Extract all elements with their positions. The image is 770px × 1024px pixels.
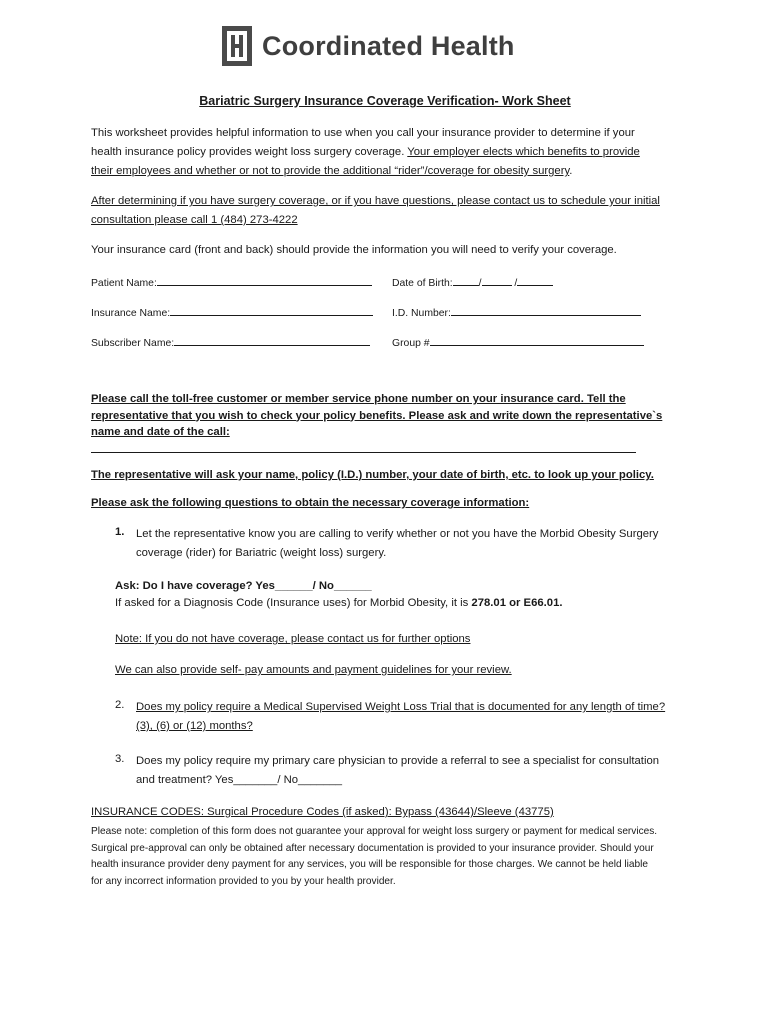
question-2-text [136,698,696,736]
disclaimer [91,824,691,890]
logo-text: Coordinated Health [262,30,515,61]
intro-line-1: This worksheet provides helpful information to use when you call your insurance provider to determine if your [91,127,635,139]
patient-name-label: Patient Name: [91,278,157,289]
question-2-line-2: (3), (6) or (12) months? [136,720,253,732]
questions-heading: Please ask the following questions to obtain the necessary coverage information: [91,497,530,509]
intro-line-3-end: . [569,165,573,177]
date-of-birth-label: Date of Birth: [392,278,453,289]
insurance-codes: INSURANCE CODES: Surgical Procedure Codes (if asked): Bypass (43644)/Sleeve (43775) [91,806,554,818]
card-info-text [91,241,691,260]
question-3-number: 3. [115,753,125,765]
id-number-field[interactable] [392,304,641,319]
dob-month-blank[interactable] [453,274,479,286]
id-number-blank[interactable] [451,304,641,316]
intro-line-2 [91,143,691,162]
logo [222,25,515,67]
call-instructions-line-2: representative that you wish to check your policy benefits. Please ask and write down the representative`s [91,409,663,422]
question-1-line-2: coverage (rider) for Bariatric (weight loss) surgery. [136,547,387,559]
diagnosis-code-value: 278.01 or E66.01. [471,597,563,609]
question-2-line-1: Does my policy require a Medical Supervised Weight Loss Trial that is documented for any length of time? [136,701,666,713]
patient-name-blank[interactable] [157,274,372,286]
id-number-label: I.D. Number: [392,308,451,319]
question-3-line-2: and treatment? Yes_______/ No_______ [136,774,343,786]
subscriber-name-field[interactable] [91,334,370,349]
intro-employer-note: Your employer elects which benefits to provide [407,146,640,158]
insurance-name-blank[interactable] [170,304,373,316]
group-number-label: Group # [392,338,430,349]
contact-line-1: After determining if you have surgery coverage, or if you have questions, please contact us to schedule your initial [91,195,660,207]
contact-paragraph [91,192,691,230]
call-instructions [91,391,691,441]
subscriber-name-label: Subscriber Name: [91,338,175,349]
coordinated-health-logo-icon [222,26,252,66]
call-instructions-line-1: Please call the toll-free customer or member service phone number on your insurance card. Tell the [91,393,626,405]
no-coverage-note: Note: If you do not have coverage, please contact us for further options [115,633,471,645]
diagnosis-code-plain: If asked for a Diagnosis Code (Insurance uses) for Morbid Obesity, it is [115,597,472,609]
disclaimer-line-4: for any incorrect information provided to you by your health provider. [91,875,396,887]
intro-line-2-text: health insurance policy provides weight loss surgery coverage. [91,146,408,158]
self-pay-note: We can also provide self- pay amounts and payment guidelines for your review. [115,664,512,676]
question-1-number: 1. [115,526,125,538]
contact-line-2: consultation please call 1 (484) 273-4222 [91,214,298,226]
question-2-number: 2. [115,699,125,711]
call-instructions-line-3: name and date of the call: [91,426,230,438]
intro-paragraph [91,124,691,181]
representative-note: The representative will ask your name, policy (I.D.) number, your date of birth, etc. to look up your policy. [91,469,654,481]
intro-rider-note: their employees and whether or not to provide the additional “rider”/coverage for obesity surgery [91,165,570,177]
intro-line-3 [91,162,691,181]
group-number-field[interactable] [392,334,644,349]
coverage-question: Ask: Do I have coverage? Yes______/ No______ [115,580,372,592]
date-of-birth-field[interactable]: Date of Birth: / / [392,274,553,289]
question-3-text [136,752,696,790]
question-1-line-1: Let the representative know you are calling to verify whether or not you have the Morbid Obesity Surgery [136,528,659,540]
insurance-name-label: Insurance Name: [91,308,171,319]
representative-name-blank-line[interactable] [91,452,636,453]
question-1-text [136,525,696,563]
disclaimer-line-1: Please note: completion of this form does not guarantee your approval for weight loss surgery or payment for medical services. [91,826,658,837]
disclaimer-line-3: health insurance provider deny payment for any services, you will be responsible for those charges. We cannot be held liable [91,859,648,871]
card-info-line: Your insurance card (front and back) should provide the information you will need to verify your coverage. [91,244,617,256]
patient-name-field[interactable] [91,274,372,289]
page-title: Bariatric Surgery Insurance Coverage Verification- Work Sheet [199,94,571,108]
group-number-blank[interactable] [430,334,644,346]
insurance-name-field[interactable] [91,304,373,319]
dob-day-blank[interactable] [482,274,512,286]
question-3-line-1: Does my policy require my primary care physician to provide a referral to see a specialist for consultation [136,755,660,767]
dob-year-blank[interactable] [517,274,553,286]
diagnosis-code-text [115,597,563,609]
disclaimer-line-2: Surgical pre-approval can only be obtained after necessary documentation is provided to your insurance provider. Should your [91,842,654,854]
subscriber-name-blank[interactable] [174,334,370,346]
